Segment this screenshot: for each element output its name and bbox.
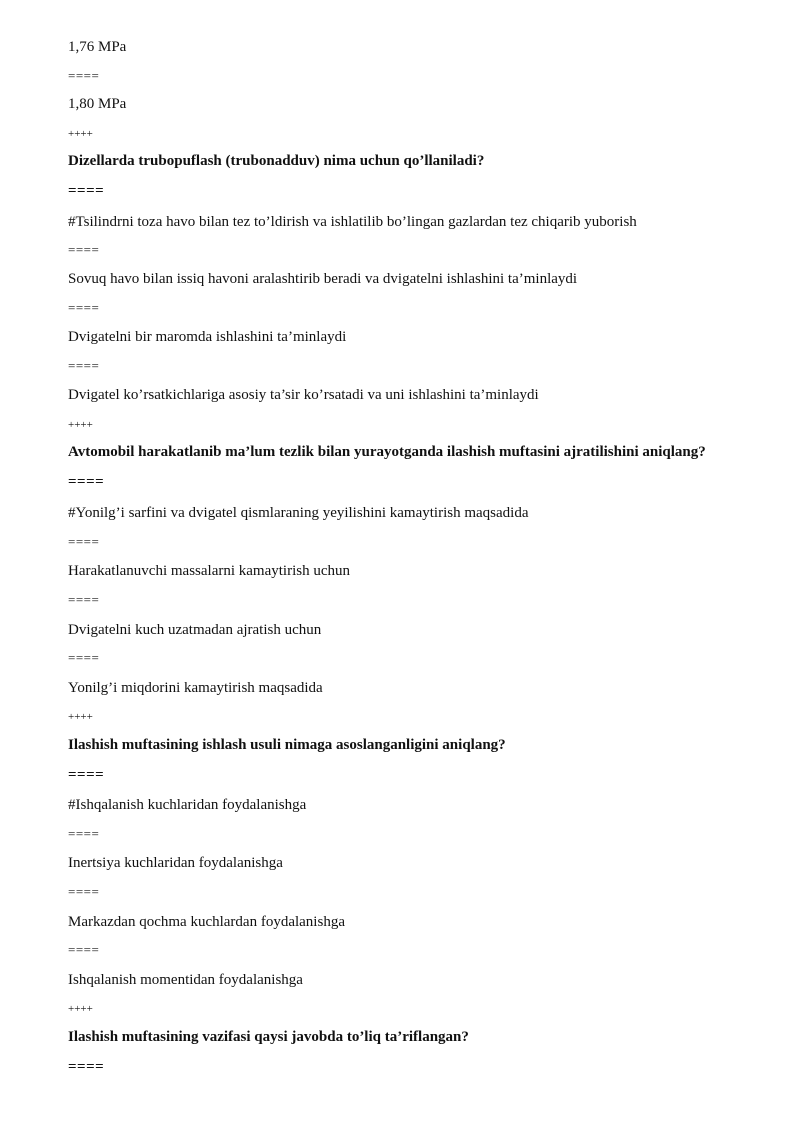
answer-line: Ishqalanish momentidan foydalanishga [68,972,303,988]
separator-plus: ++++ [68,419,93,431]
separator-plus: ++++ [68,711,93,723]
separator-equals: ==== [68,534,100,549]
separator-equals: ==== [68,942,100,957]
separator-equals: ==== [68,300,100,315]
answer-line: #Ishqalanish kuchlaridan foydalanishga [68,797,307,813]
separator-equals: ==== [68,826,100,841]
question-title: Dizellarda trubopuflash (trubonadduv) nima uchun qo’llaniladi? [68,153,485,169]
answer-line: Sovuq havo bilan issiq havoni aralashtirib beradi va dvigatelni ishlashini ta’minlaydi [68,271,578,287]
answer-line: Dvigatel ko’rsatkichlariga asosiy ta’sir ko’rsatadi va uni ishlashini ta’minlaydi [68,387,539,403]
separator-equals: ==== [68,1059,105,1075]
separator-equals: ==== [68,884,100,899]
separator-equals: ==== [68,68,100,83]
answer-line: Dvigatelni bir maromda ishlashini ta’minlaydi [68,329,347,345]
question-title: Ilashish muftasining vazifasi qaysi javobda to’liq ta’riflangan? [68,1029,469,1045]
separator-equals: ==== [68,474,105,490]
separator-plus: ++++ [68,128,93,140]
separator-plus: ++++ [68,1003,93,1015]
answer-line: #Tsilindrni toza havo bilan tez to’ldirish va ishlatilib bo’lingan gazlardan tez chiqarib yuborish [68,214,637,230]
separator-equals: ==== [68,358,100,373]
separator-equals: ==== [68,183,105,199]
answer-line: Harakatlanuvchi massalarni kamaytirish uchun [68,563,350,579]
separator-equals: ==== [68,592,100,607]
answer-line: 1,76 MPa [68,39,127,55]
answer-line: #Yonilg’i sarfini va dvigatel qismlaraning yeyilishini kamaytirish maqsadida [68,505,529,521]
answer-line: Markazdan qochma kuchlardan foydalanishga [68,914,345,930]
answer-line: Inertsiya kuchlaridan foydalanishga [68,855,283,871]
question-title: Ilashish muftasining ishlash usuli nimaga asoslanganligini aniqlang? [68,737,506,753]
separator-equals: ==== [68,650,100,665]
answer-line: Yonilg’i miqdorini kamaytirish maqsadida [68,680,323,696]
question-title: Avtomobil harakatlanib ma’lum tezlik bilan yurayotganda ilashish muftasini ajratilishini aniqlang? [68,444,706,460]
answer-line: 1,80 MPa [68,96,127,112]
answer-line: Dvigatelni kuch uzatmadan ajratish uchun [68,622,322,638]
separator-equals: ==== [68,242,100,257]
separator-equals: ==== [68,767,105,783]
